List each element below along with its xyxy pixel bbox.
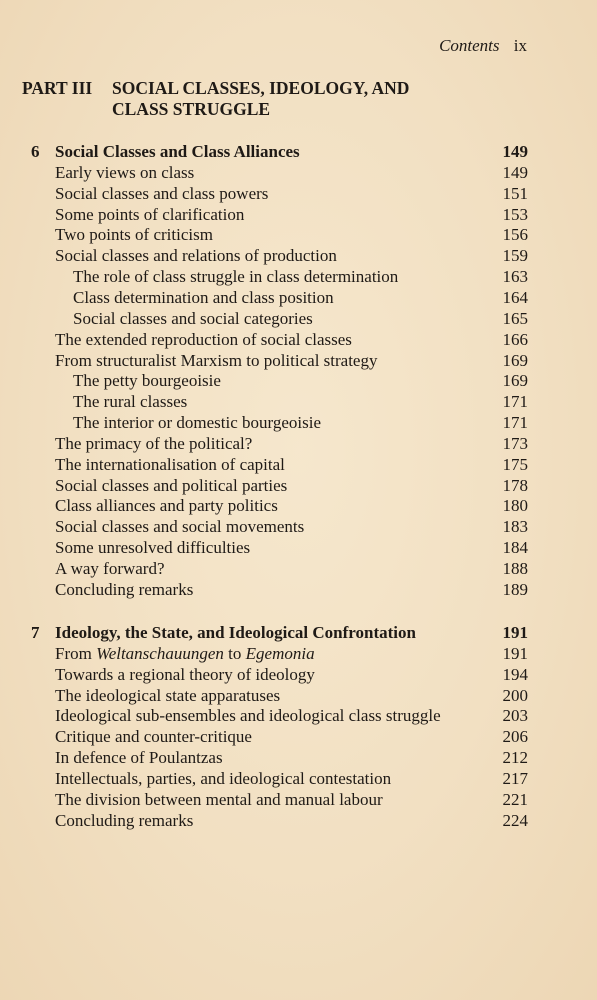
toc-entry [0, 664, 597, 685]
toc-entry-title: Social classes and class powers [55, 183, 269, 203]
toc-entry [0, 266, 597, 287]
toc-entry-title: Towards a regional theory of ideology [55, 664, 315, 684]
toc-entry [0, 685, 597, 706]
toc-entry [0, 705, 597, 726]
toc-entry-page: 217 [502, 768, 528, 788]
toc-entry [0, 183, 597, 204]
toc-entry-page: 206 [502, 727, 528, 747]
toc-entry-page: 203 [502, 706, 528, 726]
part-label: PART III [22, 78, 93, 98]
chapter-page: 149 [502, 142, 528, 161]
toc-entry-title: In defence of Poulantzas [55, 748, 223, 768]
running-head-title: Contents [439, 36, 500, 55]
toc-entry [0, 245, 597, 266]
toc-entry-title-part: to [223, 643, 246, 663]
toc-entry-page: 169 [502, 371, 528, 391]
toc-entry-page: 169 [502, 350, 528, 370]
toc-entry [0, 370, 597, 391]
toc-entry-title: Social classes and social categories [73, 308, 313, 328]
part-title-line: SOCIAL CLASSES, IDEOLOGY, AND [112, 78, 410, 98]
toc-entry-page: 212 [502, 748, 528, 768]
toc-entry-title: Critique and counter-critique [55, 727, 252, 747]
toc-entry-title: The rural classes [73, 392, 188, 412]
toc-entry-title: Some points of clarification [55, 204, 245, 224]
toc-entry-title: The extended reproduction of social classes [55, 329, 352, 349]
toc-entry-title: The interior or domestic bourgeoisie [73, 413, 322, 433]
toc-entry [0, 350, 597, 371]
toc-entry-page: 164 [502, 287, 528, 307]
toc-entry [0, 516, 597, 537]
toc-entry-title: A way forward? [55, 559, 165, 578]
toc-entry-title: The petty bourgeoisie [73, 371, 221, 391]
toc-entry-page: 163 [502, 267, 528, 287]
toc-entry-page: 151 [502, 183, 528, 203]
toc-entry-page: 200 [502, 685, 528, 705]
toc-entry [0, 747, 597, 768]
toc-entry-title: Some unresolved difficulties [55, 538, 251, 558]
toc-entry-title: The role of class struggle in class determination [73, 267, 399, 287]
toc-entry-page: 175 [502, 454, 528, 474]
toc-entry [0, 768, 597, 789]
page-number: ix [513, 36, 527, 55]
toc-entry-page: 171 [502, 413, 528, 433]
toc-entry-page: 184 [502, 538, 528, 558]
toc-entry-title: Concluding remarks [55, 810, 194, 830]
toc-entry [0, 329, 597, 350]
toc-entry-page: 178 [502, 475, 528, 495]
toc-entry [0, 287, 597, 308]
toc-entry [0, 726, 597, 747]
toc-entry-title: Ideological sub-ensembles and ideological class struggle [55, 706, 441, 726]
toc-entry [0, 308, 597, 329]
toc-entry-page: 166 [502, 329, 528, 349]
toc-entry-title [55, 643, 315, 664]
toc-entry [0, 391, 597, 412]
toc-entry-page: 156 [502, 225, 528, 245]
toc-entry [0, 412, 597, 433]
toc-entry-title: The internationalisation of capital [55, 454, 285, 474]
toc-entry [0, 495, 597, 516]
chapter-page: 191 [502, 623, 528, 642]
toc-entry-title: Class alliances and party politics [55, 496, 278, 516]
toc-entry [0, 537, 597, 558]
toc-entry-title: Class determination and class position [73, 287, 334, 307]
part-title [112, 78, 409, 120]
toc-entry-title-part: Weltanschauungen [96, 643, 224, 663]
toc-entry-title: Two points of criticism [55, 225, 213, 245]
toc-entry [0, 433, 597, 454]
toc-entry-title: From structuralist Marxism to political strategy [55, 350, 378, 370]
toc-entry-page: 171 [502, 392, 528, 412]
toc-entry-title-part: From [55, 643, 97, 663]
toc-entry-page: 191 [502, 643, 528, 663]
toc-entry-title: Social classes and political parties [55, 475, 288, 495]
toc-entry-title: Early views on class [55, 162, 195, 182]
toc-entry-page: 159 [502, 246, 528, 266]
running-head [439, 36, 527, 56]
toc-entry-page: 149 [502, 162, 528, 182]
toc-entry-page: 189 [502, 579, 528, 599]
toc-entry-page: 173 [502, 433, 528, 453]
toc-entry-title: The primacy of the political? [55, 433, 253, 453]
chapter-number: 7 [31, 623, 40, 642]
toc-entry [0, 204, 597, 225]
toc-entry-page: 224 [502, 810, 528, 830]
chapter-title: Social Classes and Class Alliances [55, 142, 300, 161]
toc-entry-page: 183 [502, 517, 528, 537]
toc-entry-page: 180 [502, 496, 528, 516]
toc-entry-title: The division between mental and manual labour [55, 789, 383, 809]
toc-entry [0, 810, 597, 831]
toc-entry-page: 221 [502, 789, 528, 809]
toc-entry-title: Social classes and social movements [55, 517, 305, 537]
toc-entry-title: The ideological state apparatuses [55, 685, 281, 705]
toc-entry-page: 188 [502, 559, 528, 578]
toc-entry-title-part: Egemonia [245, 643, 315, 663]
chapter-heading [0, 141, 597, 162]
toc-entry [0, 224, 597, 245]
toc-entry-page: 165 [502, 308, 528, 328]
toc-entry [0, 789, 597, 810]
toc-entry-title: Social classes and relations of production [55, 246, 337, 266]
toc-entry-title: Concluding remarks [55, 579, 194, 599]
toc-entry-title: Intellectuals, parties, and ideological contestation [55, 768, 392, 788]
toc-entry-page: 194 [502, 664, 528, 684]
chapter-title: Ideology, the State, and Ideological Confrontation [55, 623, 416, 642]
part-heading [22, 78, 409, 120]
toc-entry [0, 643, 597, 664]
chapter-number: 6 [31, 142, 40, 161]
chapter-heading [0, 622, 597, 643]
toc-entry [0, 579, 597, 600]
toc-entry-page: 153 [502, 204, 528, 224]
toc-entry [0, 558, 597, 579]
toc-entry [0, 162, 597, 183]
toc-entry [0, 475, 597, 496]
toc-entry [0, 454, 597, 475]
part-title-line: CLASS STRUGGLE [112, 99, 271, 119]
